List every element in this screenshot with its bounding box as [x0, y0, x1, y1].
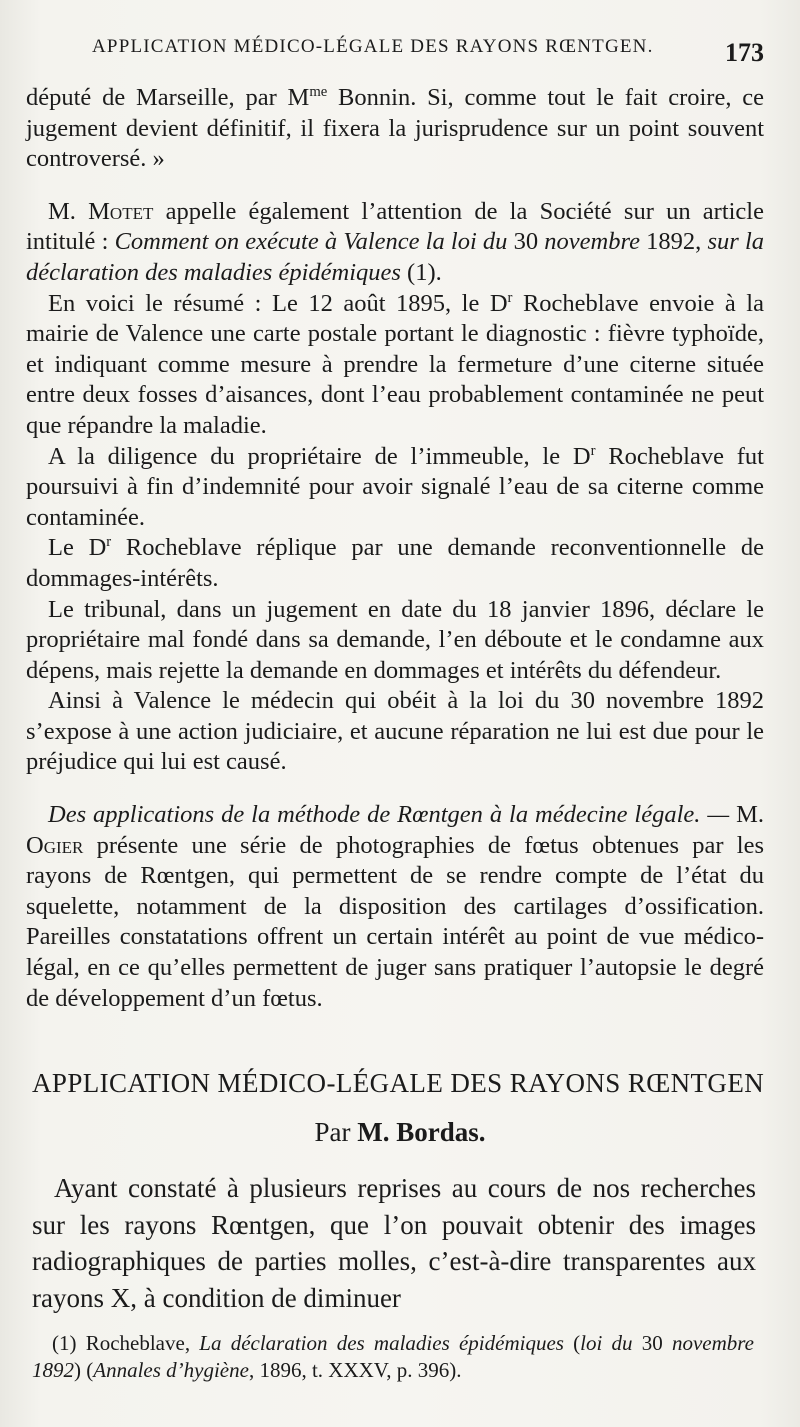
footnote: (1) Rocheblave, La déclaration des maladies épidémiques (loi du 30 novembre 1892) (Annales d’hygiène, 1896, t. XXXV, p. 396).	[32, 1331, 755, 1382]
paragraph-7: Ainsi à Valence le médecin qui obéit à la loi du 30 novembre 1892 s’expose à une action judiciaire, et aucune réparation ne lui est due pour le préjudice qui lui est causé.	[26, 687, 764, 776]
byline: Par M. Bordas.	[314, 1117, 486, 1147]
section-body	[32, 1170, 756, 1316]
section-title: APPLICATION MÉDICO-LÉGALE DES RAYONS RŒNTGEN	[32, 1068, 765, 1098]
running-head: APPLICATION MÉDICO-LÉGALE DES RAYONS RŒNTGEN.	[92, 36, 654, 57]
paragraph-1: député de Marseille, par $M^{me}$ Bonnin. Si, comme tout le fait croire, ce jugement devient définitif, il fixera la jurisprudence sur un point souvent controversé. »	[26, 84, 764, 173]
paragraph-5: Le $D^r$ Rocheblave réplique par une demande reconventionnelle de dommages-intérêts.	[26, 534, 764, 592]
footnote-ref: (1).	[400, 258, 442, 286]
paragraph-6: Le tribunal, dans un jugement en date du 18 janvier 1896, déclare le propriétaire mal fondé dans sa demande, l’en déboute et le condamne aux dépens, mais rejette la demande en dommages et intérêts du défendeur.	[26, 595, 764, 684]
paragraph-4: A la diligence du propriétaire de l’immeuble, le $D^r$ Rocheblave fut poursuivi à fin d’indemnité pour avoir signalé l’eau de sa citerne comme contaminée.	[26, 442, 764, 531]
author-ogier: Ogier	[26, 831, 84, 859]
paragraph-3: En voici le résumé : Le 12 août 1895, le $D^r$ Rocheblave envoie à la mairie de Valence une carte postale portant le diagnostic : fièvre typhoïde, et indiquant comme mesure à prendre la fermeture d’une citerne située entre deux fosses d’aisances, dont l’eau probablement contaminée ne peut que répandre la maladie.	[26, 289, 764, 439]
paragraph-2: M. Motet appelle également l’attention de la Société sur un article intitulé : Comment on exécute à Valence la loi du 30 novembre 1892, sur la déclaration des maladies épidémiques (1).	[26, 197, 764, 286]
page-number: 173	[725, 38, 764, 67]
paragraph-9: Ayant constaté à plusieurs reprises au cours de nos recherches sur les rayons Rœntgen, que l’on pouvait obtenir des images radiographiques de parties molles, c’est-à-dire transparentes aux rayons X, à condition de diminuer	[32, 1173, 756, 1313]
author-name: M. Bordas.	[357, 1117, 486, 1147]
author-motet: Motet	[88, 197, 154, 225]
paragraph-8: Des applications de la méthode de Rœntgen à la médecine légale. — M. Ogier présente une série de photographies de fœtus obtenues par les rayons de Rœntgen, qui permettent de se rendre compte de l’état du squelette, notamment de la disposition des cartilages d’ossification. Pareilles constatations offrent un certain intérêt au point de vue médico-légal, en ce qu’elles permettent de juger sans pratiquer l’autopsie le degré de développement d’un fœtus.	[26, 801, 764, 1012]
body-text	[26, 83, 764, 1014]
